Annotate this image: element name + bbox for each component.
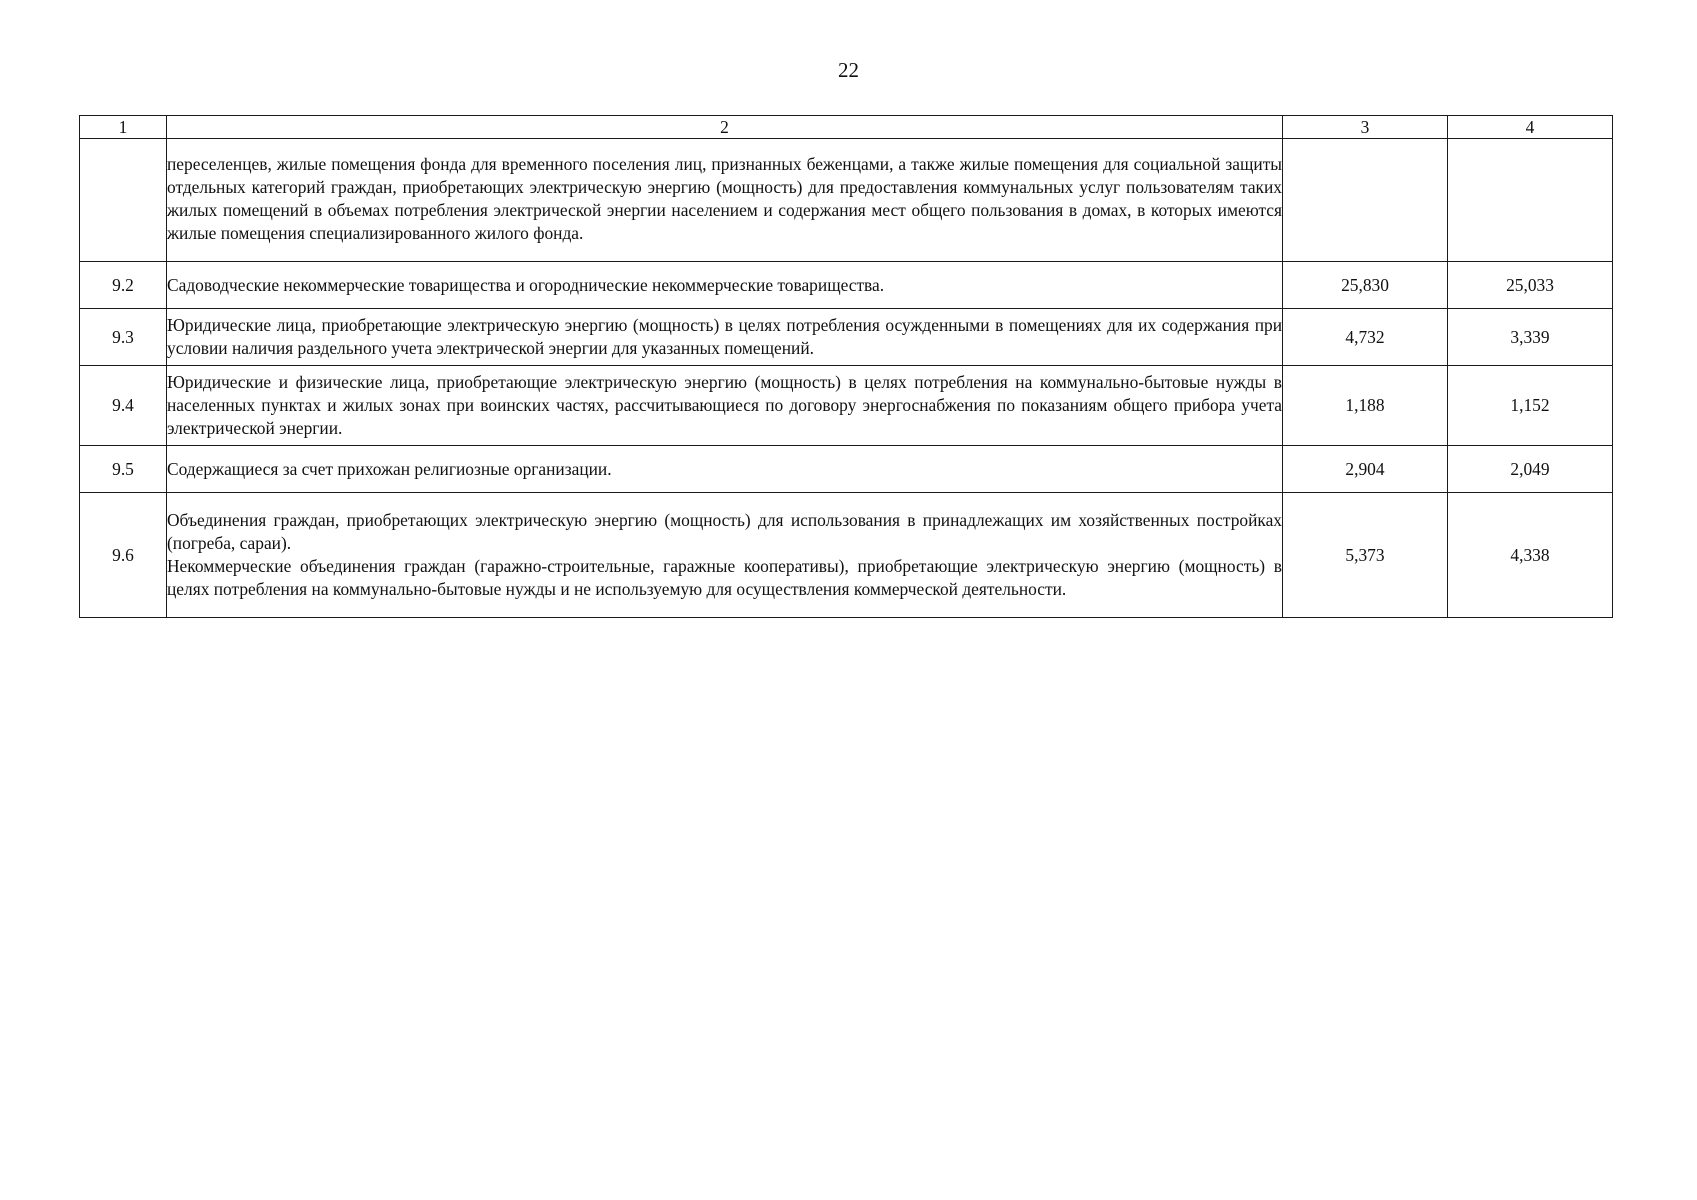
row-number: 9.3 (80, 309, 167, 366)
row-number-cell (80, 139, 167, 262)
row-number: 9.2 (80, 262, 167, 309)
row-value-col4: 25,033 (1448, 262, 1613, 309)
row-value-col3: 25,830 (1283, 262, 1448, 309)
table-row (80, 309, 1613, 366)
column-header-1: 1 (80, 116, 167, 139)
row-number: 9.4 (80, 366, 167, 446)
row-value-col3: 1,188 (1283, 366, 1448, 446)
row-description: Юридические лица, приобретающие электрическую энергию (мощность) в целях потребления осужденными в помещениях для их содержания при условии наличия раздельного учета электрической энергии для указанных помещений. (167, 309, 1283, 366)
column-header-2: 2 (167, 116, 1283, 139)
row-value-col3: 5,373 (1283, 493, 1448, 618)
row-value-col4 (1448, 139, 1613, 262)
page-number: 22 (838, 58, 859, 82)
table-row (80, 366, 1613, 446)
table-row (80, 493, 1613, 618)
row-description: Юридические и физические лица, приобретающие электрическую энергию (мощность) в целях потребления на коммунально-бытовые нужды в населенных пунктах и жилых зонах при воинских частях, рассчитывающиеся по договору энергоснабжения по показаниям общего прибора учета электрической энергии. (167, 366, 1283, 446)
row-description-paragraph-2: Некоммерческие объединения граждан (гаражно-строительные, гаражные кооперативы), приобретающие электрическую энергию (мощность) в целях потребления на коммунально-бытовые нужды и не используемую для осуществления коммерческой деятельности. (167, 556, 1282, 599)
column-header-3: 3 (1283, 116, 1448, 139)
row-value-col4: 1,152 (1448, 366, 1613, 446)
tariff-table (79, 115, 1613, 618)
table-row-continuation (80, 139, 1613, 262)
row-value-col4: 2,049 (1448, 446, 1613, 493)
row-value-col4: 4,338 (1448, 493, 1613, 618)
row-description (167, 493, 1283, 618)
row-value-col3: 4,732 (1283, 309, 1448, 366)
row-number: 9.5 (80, 446, 167, 493)
table-row (80, 262, 1613, 309)
table-header-row (80, 116, 1613, 139)
row-description: Садоводческие некоммерческие товарищества и огороднические некоммерческие товарищества. (167, 262, 1283, 309)
row-value-col3: 2,904 (1283, 446, 1448, 493)
table-row (80, 446, 1613, 493)
row-value-col4: 3,339 (1448, 309, 1613, 366)
row-value-col3 (1283, 139, 1448, 262)
row-description: переселенцев, жилые помещения фонда для временного поселения лиц, признанных беженцами, а также жилые помещения для социальной защиты отдельных категорий граждан, приобретающих электрическую энергию (мощность) для предоставления коммунальных услуг пользователям таких жилых помещений в объемах потребления электрической энергии населением и содержания мест общего пользования в домах, в которых имеются жилые помещения специализированного жилого фонда. (167, 139, 1283, 262)
row-description-paragraph-1: Объединения граждан, приобретающих электрическую энергию (мощность) для использования в принадлежащих им хозяйственных постройках (погреба, сараи). (167, 510, 1282, 553)
column-header-4: 4 (1448, 116, 1613, 139)
row-number: 9.6 (80, 493, 167, 618)
row-description: Содержащиеся за счет прихожан религиозные организации. (167, 446, 1283, 493)
